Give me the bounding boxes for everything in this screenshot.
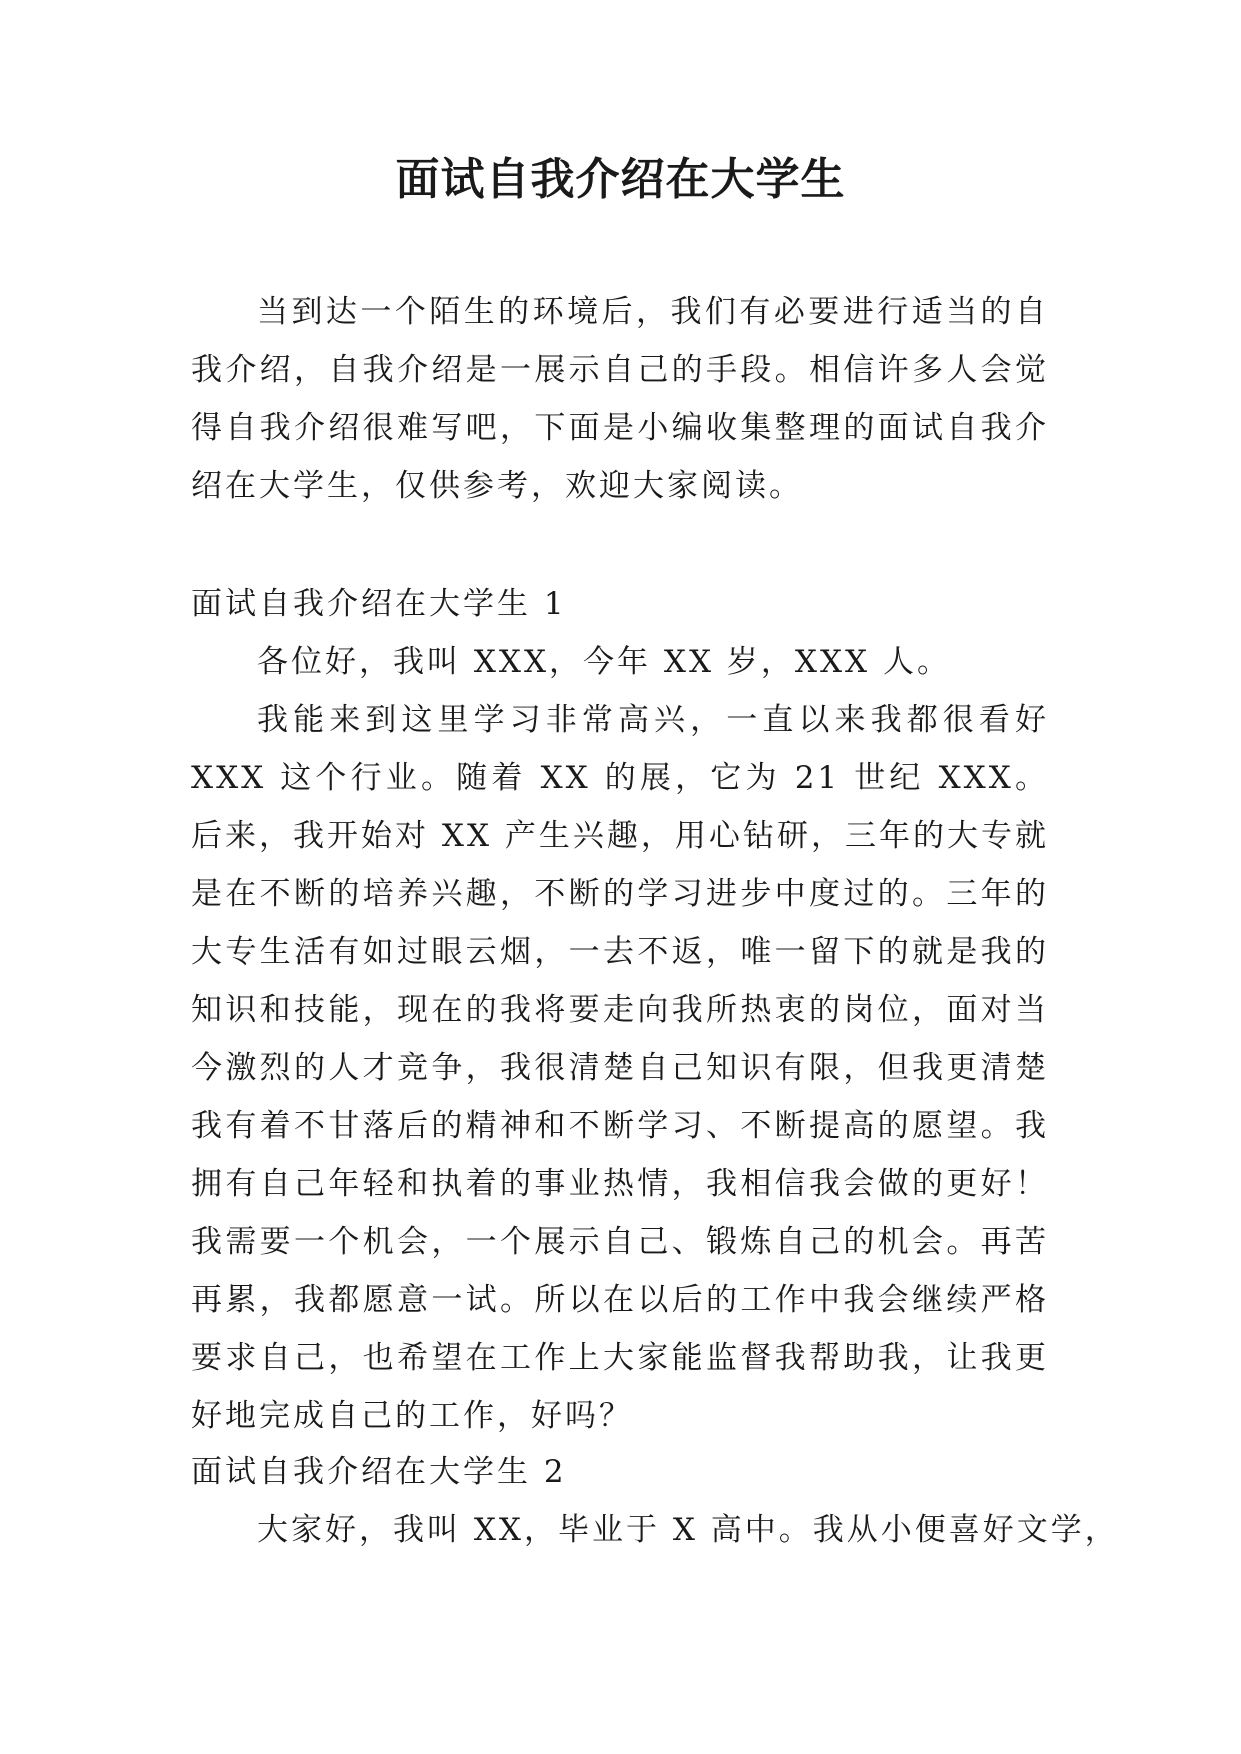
intro-paragraph: 当到达一个陌生的环境后，我们有必要进行适当的自我介绍，自我介绍是一展示自己的手段。相信许多人会觉得自我介绍很难写吧，下面是小编收集整理的面试自我介绍在大学生，仅供参考，欢迎大家阅读。 [191, 294, 1049, 504]
section-2-paragraph-1: 大家好，我叫 XX，毕业于 X 高中。我从小便喜好文学， [257, 1512, 1119, 1548]
section-1-paragraph-1: 各位好，我叫 XXX，今年 XX 岁，XXX 人。 [257, 644, 951, 680]
document-title: 面试自我介绍在大学生 [395, 154, 846, 205]
section-1-paragraph-2: 我能来到这里学习非常高兴，一直以来我都很看好 XXX 这个行业。随着 XX 的展，它为 21 世纪 XXX。后来，我开始对 XX 产生兴趣，用心钻研，三年的大专就是在不断的培养兴趣，不断的学习进步中度过的。三年的大专生活有如过眼云烟，一去不返，唯一留下的就是我的知识和技能，现在的我将要走向我所热衷的岗位，面对当今激烈的人才竞争，我很清楚自己知识有限，但我更清楚我有着不甘落后的精神和不断学习、不断提高的愿望。我拥有自己年轻和执着的事业热情，我相信我会做的更好！我需要一个机会，一个展示自己、锻炼自己的机会。再苦再累，我都愿意一试。所以在以后的工作中我会继续严格要求自己，也希望在工作上大家能监督我帮助我，让我更好地完成自己的工作，好吗？ [191, 702, 1049, 1434]
section-heading-2: 面试自我介绍在大学生 2 [191, 1454, 567, 1490]
section-heading-1: 面试自我介绍在大学生 1 [191, 586, 567, 622]
